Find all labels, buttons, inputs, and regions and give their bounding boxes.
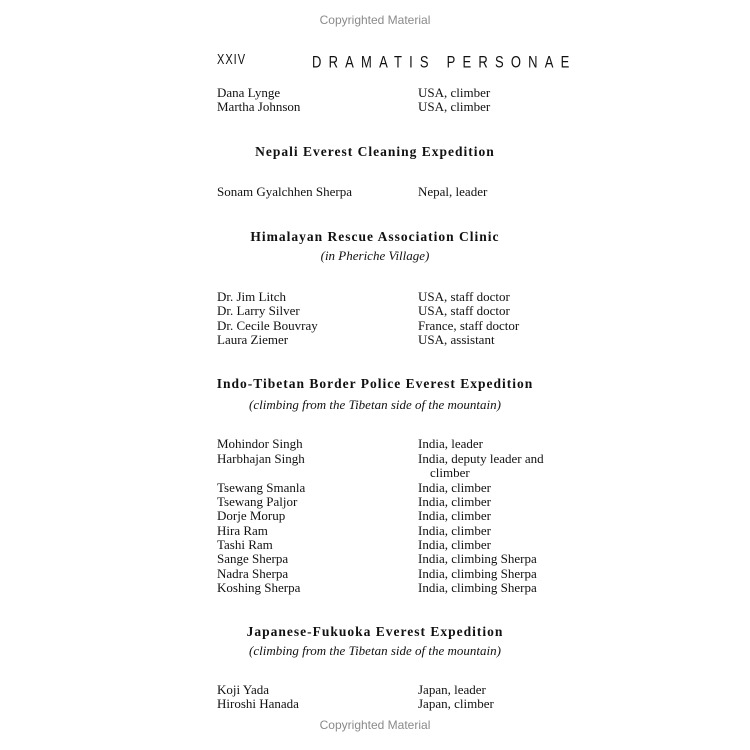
person-role: USA, staff doctor [418, 289, 510, 304]
person-role: Nepal, leader [418, 184, 488, 199]
section-subtitle: (in Pheriche Village) [320, 248, 430, 263]
person-name: Nadra Sherpa [217, 566, 289, 581]
person-role: India, deputy leader and [418, 451, 544, 466]
person-name: Tsewang Paljor [217, 494, 298, 509]
running-head [0, 52, 750, 72]
person-name: Sonam Gyalchhen Sherpa [217, 184, 353, 199]
watermark-top: Copyrighted Material [319, 13, 431, 27]
list-item [0, 523, 750, 538]
person-name: Harbhajan Singh [217, 451, 305, 466]
list-item [0, 318, 750, 333]
person-role: India, climber [418, 494, 491, 509]
list-item [0, 696, 750, 711]
page-number: XXIV [217, 52, 247, 69]
person-role: India, leader [418, 436, 483, 451]
person-name: Laura Ziemer [217, 332, 289, 347]
person-name: Tsewang Smanla [217, 480, 306, 495]
list-item [0, 85, 750, 100]
person-role: Japan, climber [418, 696, 494, 711]
list-item [0, 580, 750, 595]
section-title: Himalayan Rescue Association Clinic [250, 229, 500, 244]
section-subtitle: (climbing from the Tibetan side of the mountain) [249, 397, 501, 412]
list-item [0, 436, 750, 451]
list-item [0, 184, 750, 199]
section-title: Japanese-Fukuoka Everest Expedition [246, 624, 504, 639]
person-name: Koji Yada [217, 682, 270, 697]
list-item [0, 494, 750, 509]
list-item [0, 682, 750, 697]
person-role: India, climbing Sherpa [418, 580, 537, 595]
person-role: India, climbing Sherpa [418, 566, 537, 581]
list-item [0, 551, 750, 566]
list-item [0, 99, 750, 114]
list-item [0, 566, 750, 581]
person-role-continuation: climber [430, 465, 470, 480]
person-name: Dr. Cecile Bouvray [217, 318, 318, 333]
running-title: DRAMATIS PERSONAE [312, 52, 577, 72]
person-name: Hiroshi Hanada [217, 696, 299, 711]
person-name: Dr. Jim Litch [217, 289, 286, 304]
list-item [0, 451, 750, 466]
list-item [0, 537, 750, 552]
person-name: Dorje Morup [217, 508, 286, 523]
section-title: Indo-Tibetan Border Police Everest Expedition [216, 376, 534, 391]
person-name: Koshing Sherpa [217, 580, 301, 595]
person-role: USA, climber [418, 99, 491, 114]
person-name: Martha Johnson [217, 99, 301, 114]
person-role: India, climber [418, 523, 491, 538]
person-role: France, staff doctor [418, 318, 520, 333]
person-role: India, climber [418, 480, 491, 495]
person-role: USA, climber [418, 85, 491, 100]
person-name: Dana Lynge [217, 85, 281, 100]
list-item [0, 508, 750, 523]
list-item [0, 332, 750, 347]
person-role: India, climbing Sherpa [418, 551, 537, 566]
person-role: USA, assistant [418, 332, 495, 347]
section-subtitle: (climbing from the Tibetan side of the mountain) [249, 643, 501, 658]
person-role: India, climber [418, 537, 491, 552]
section-title: Nepali Everest Cleaning Expedition [255, 144, 495, 159]
person-role: India, climber [418, 508, 491, 523]
person-name: Mohindor Singh [217, 436, 303, 451]
list-item [0, 289, 750, 304]
person-name: Hira Ram [217, 523, 268, 538]
person-name: Sange Sherpa [217, 551, 289, 566]
list-item [0, 303, 750, 318]
list-item [0, 480, 750, 495]
person-name: Tashi Ram [217, 537, 273, 552]
person-role: USA, staff doctor [418, 303, 510, 318]
person-name: Dr. Larry Silver [217, 303, 300, 318]
watermark-bottom: Copyrighted Material [319, 718, 431, 732]
list-item-continuation [0, 465, 750, 480]
person-role: Japan, leader [418, 682, 486, 697]
